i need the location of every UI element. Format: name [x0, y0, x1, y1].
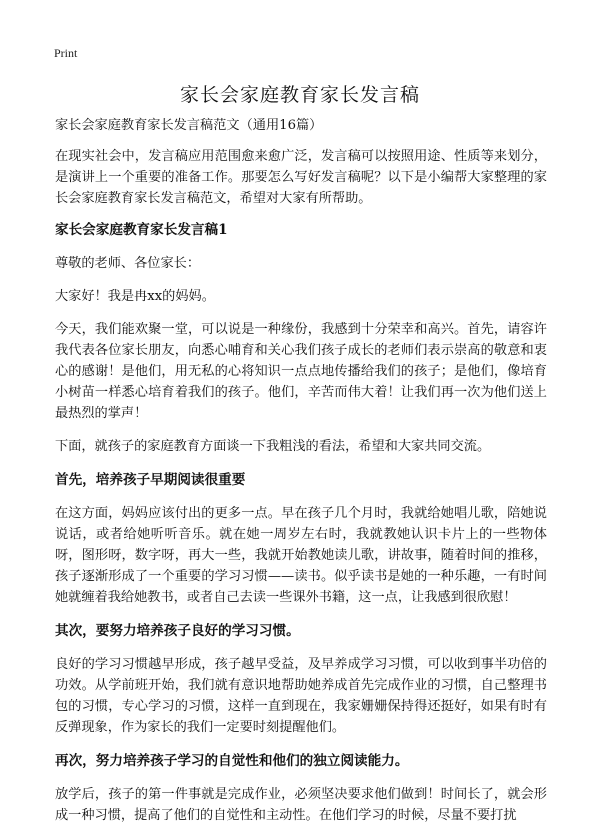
section-heading-1: 家长会家庭教育家长发言稿1 [55, 222, 228, 238]
document-subtitle: 家长会家庭教育家长发言稿范文（通用16篇） [55, 118, 323, 133]
document-body [55, 115, 547, 828]
print-label[interactable]: Print [54, 46, 78, 60]
body-paragraph-2: 下面，就孩子的家庭教育方面谈一下我粗浅的看法，希望和大家共同交流。 [55, 439, 491, 454]
body-paragraph-4: 良好的学习习惯越早形成，孩子越早受益，及早养成学习习惯，可以收到事半功倍的功效。从学前班开始，我们就有意识地帮助她养成首先完成作业的习惯，自己整理书包的习惯，专心学习的习惯，这样一直到现在，我家姗姗保持得还挺好，如果有时有反弹现象，作为家长的我们一定要时刻提醒他们。 [55, 657, 547, 735]
body-paragraph-5: 放学后，孩子的第一件事就是完成作业，必须坚决要求他们做到！时间长了，就会形成一种习惯，提高了他们的自觉性和主动性。在他们学习的时候，尽量不要打扰 [55, 787, 547, 823]
heading-third: 再次，努力培养孩子学习的自觉性和他们的独立阅读能力。 [55, 753, 409, 769]
intro-paragraph: 在现实社会中，发言稿应用范围愈来愈广泛，发言稿可以按照用途、性质等来划分，是演讲上一个重要的准备工作。那要怎么写好发言稿呢？以下是小编帮大家整理的家长会家庭教育家长发言稿范文，希望对大家有所帮助。 [55, 149, 547, 206]
document-title: 家长会家庭教育家长发言稿 [179, 84, 420, 106]
greeting-paragraph: 尊敬的老师、各位家长： [55, 256, 201, 271]
heading-first: 首先，培养孩子早期阅读很重要 [55, 472, 246, 488]
hello-paragraph: 大家好！我是冉xx的妈妈。 [55, 289, 215, 304]
body-paragraph-1: 今天，我们能欢聚一堂，可以说是一种缘份，我感到十分荣幸和高兴。首先，请容许我代表各位家长朋友，向悉心哺育和关心我们孩子成长的老师们表示崇高的敬意和衷心的感谢！是他们，用无私的心将知识一点点地传播给我们的孩子；是他们，像培育小树苗一样悉心培育着我们的孩子。他们，辛苦而伟大着！让我们再一次为他们送上最热烈的掌声！ [55, 322, 547, 421]
body-paragraph-3: 在这方面，妈妈应该付出的更多一点。早在孩子几个月时，我就给她唱儿歌，陪她说说话，或者给她听听音乐。就在她一周岁左右时，我就教她认识卡片上的一些物体呀，图形呀，数字呀，再大一些，我就开始教她读儿歌，讲故事，随着时间的推移，孩子逐渐形成了一个重要的学习习惯——读书。似乎读书是她的一种乐趣，一有时间她就缠着我给她教书，或者自己去读一些课外书籍，这一点，让我感到很欣慰！ [55, 506, 547, 605]
heading-second: 其次，要努力培养孩子良好的学习习惯。 [55, 623, 300, 639]
